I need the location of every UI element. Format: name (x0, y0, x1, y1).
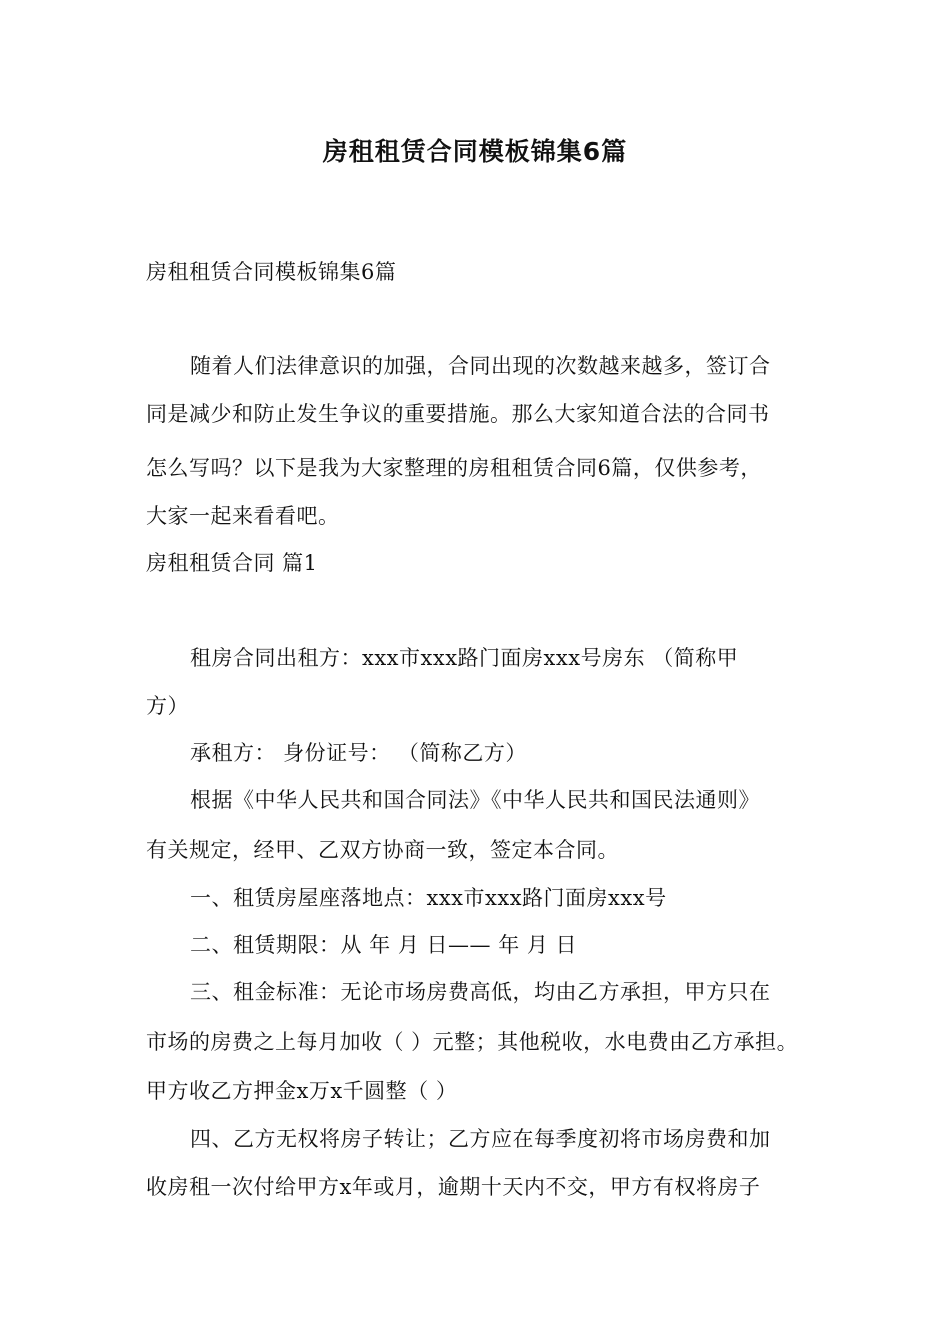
intro-line-3: 怎么写吗？以下是我为大家整理的房租租赁合同6篇，仅供参考， (146, 456, 762, 480)
document-title: 房租租赁合同模板锦集6篇 (322, 137, 628, 166)
body-line-7: 二、租赁期限：从 年 月 日—— 年 月 日 (190, 933, 578, 957)
section-heading: 房租租赁合同 篇1 (146, 551, 318, 575)
intro-line-1: 随着人们法律意识的加强，合同出现的次数越来越多，签订合 (190, 354, 771, 378)
body-line-1: 租房合同出租方：xxx市xxx路门面房xxx号房东 （简称甲 (190, 646, 739, 670)
intro-line-2: 同是减少和防止发生争议的重要措施。那么大家知道合法的合同书 (146, 402, 770, 426)
body-line-2: 方） (146, 694, 189, 718)
document-subtitle: 房租租赁合同模板锦集6篇 (146, 260, 397, 284)
body-line-10: 甲方收乙方押金x万x千圆整（ ） (146, 1079, 458, 1103)
body-line-9: 市场的房费之上每月加收（ ）元整；其他税收，水电费由乙方承担。 (146, 1030, 799, 1054)
intro-line-4: 大家一起来看看吧。 (146, 504, 340, 528)
body-line-4: 根据《中华人民共和国合同法》《中华人民共和国民法通则》 (190, 788, 760, 812)
body-line-3: 承租方： 身份证号： （简称乙方） (190, 741, 527, 765)
body-line-5: 有关规定，经甲、乙双方协商一致，签定本合同。 (146, 838, 619, 862)
body-line-11: 四、乙方无权将房子转让；乙方应在每季度初将市场房费和加 (190, 1127, 771, 1151)
body-line-6: 一、租赁房屋座落地点：xxx市xxx路门面房xxx号 (190, 886, 667, 910)
body-line-8: 三、租金标准：无论市场房费高低，均由乙方承担，甲方只在 (190, 980, 771, 1004)
body-line-12: 收房租一次付给甲方x年或月，逾期十天内不交，甲方有权将房子 (146, 1175, 761, 1199)
